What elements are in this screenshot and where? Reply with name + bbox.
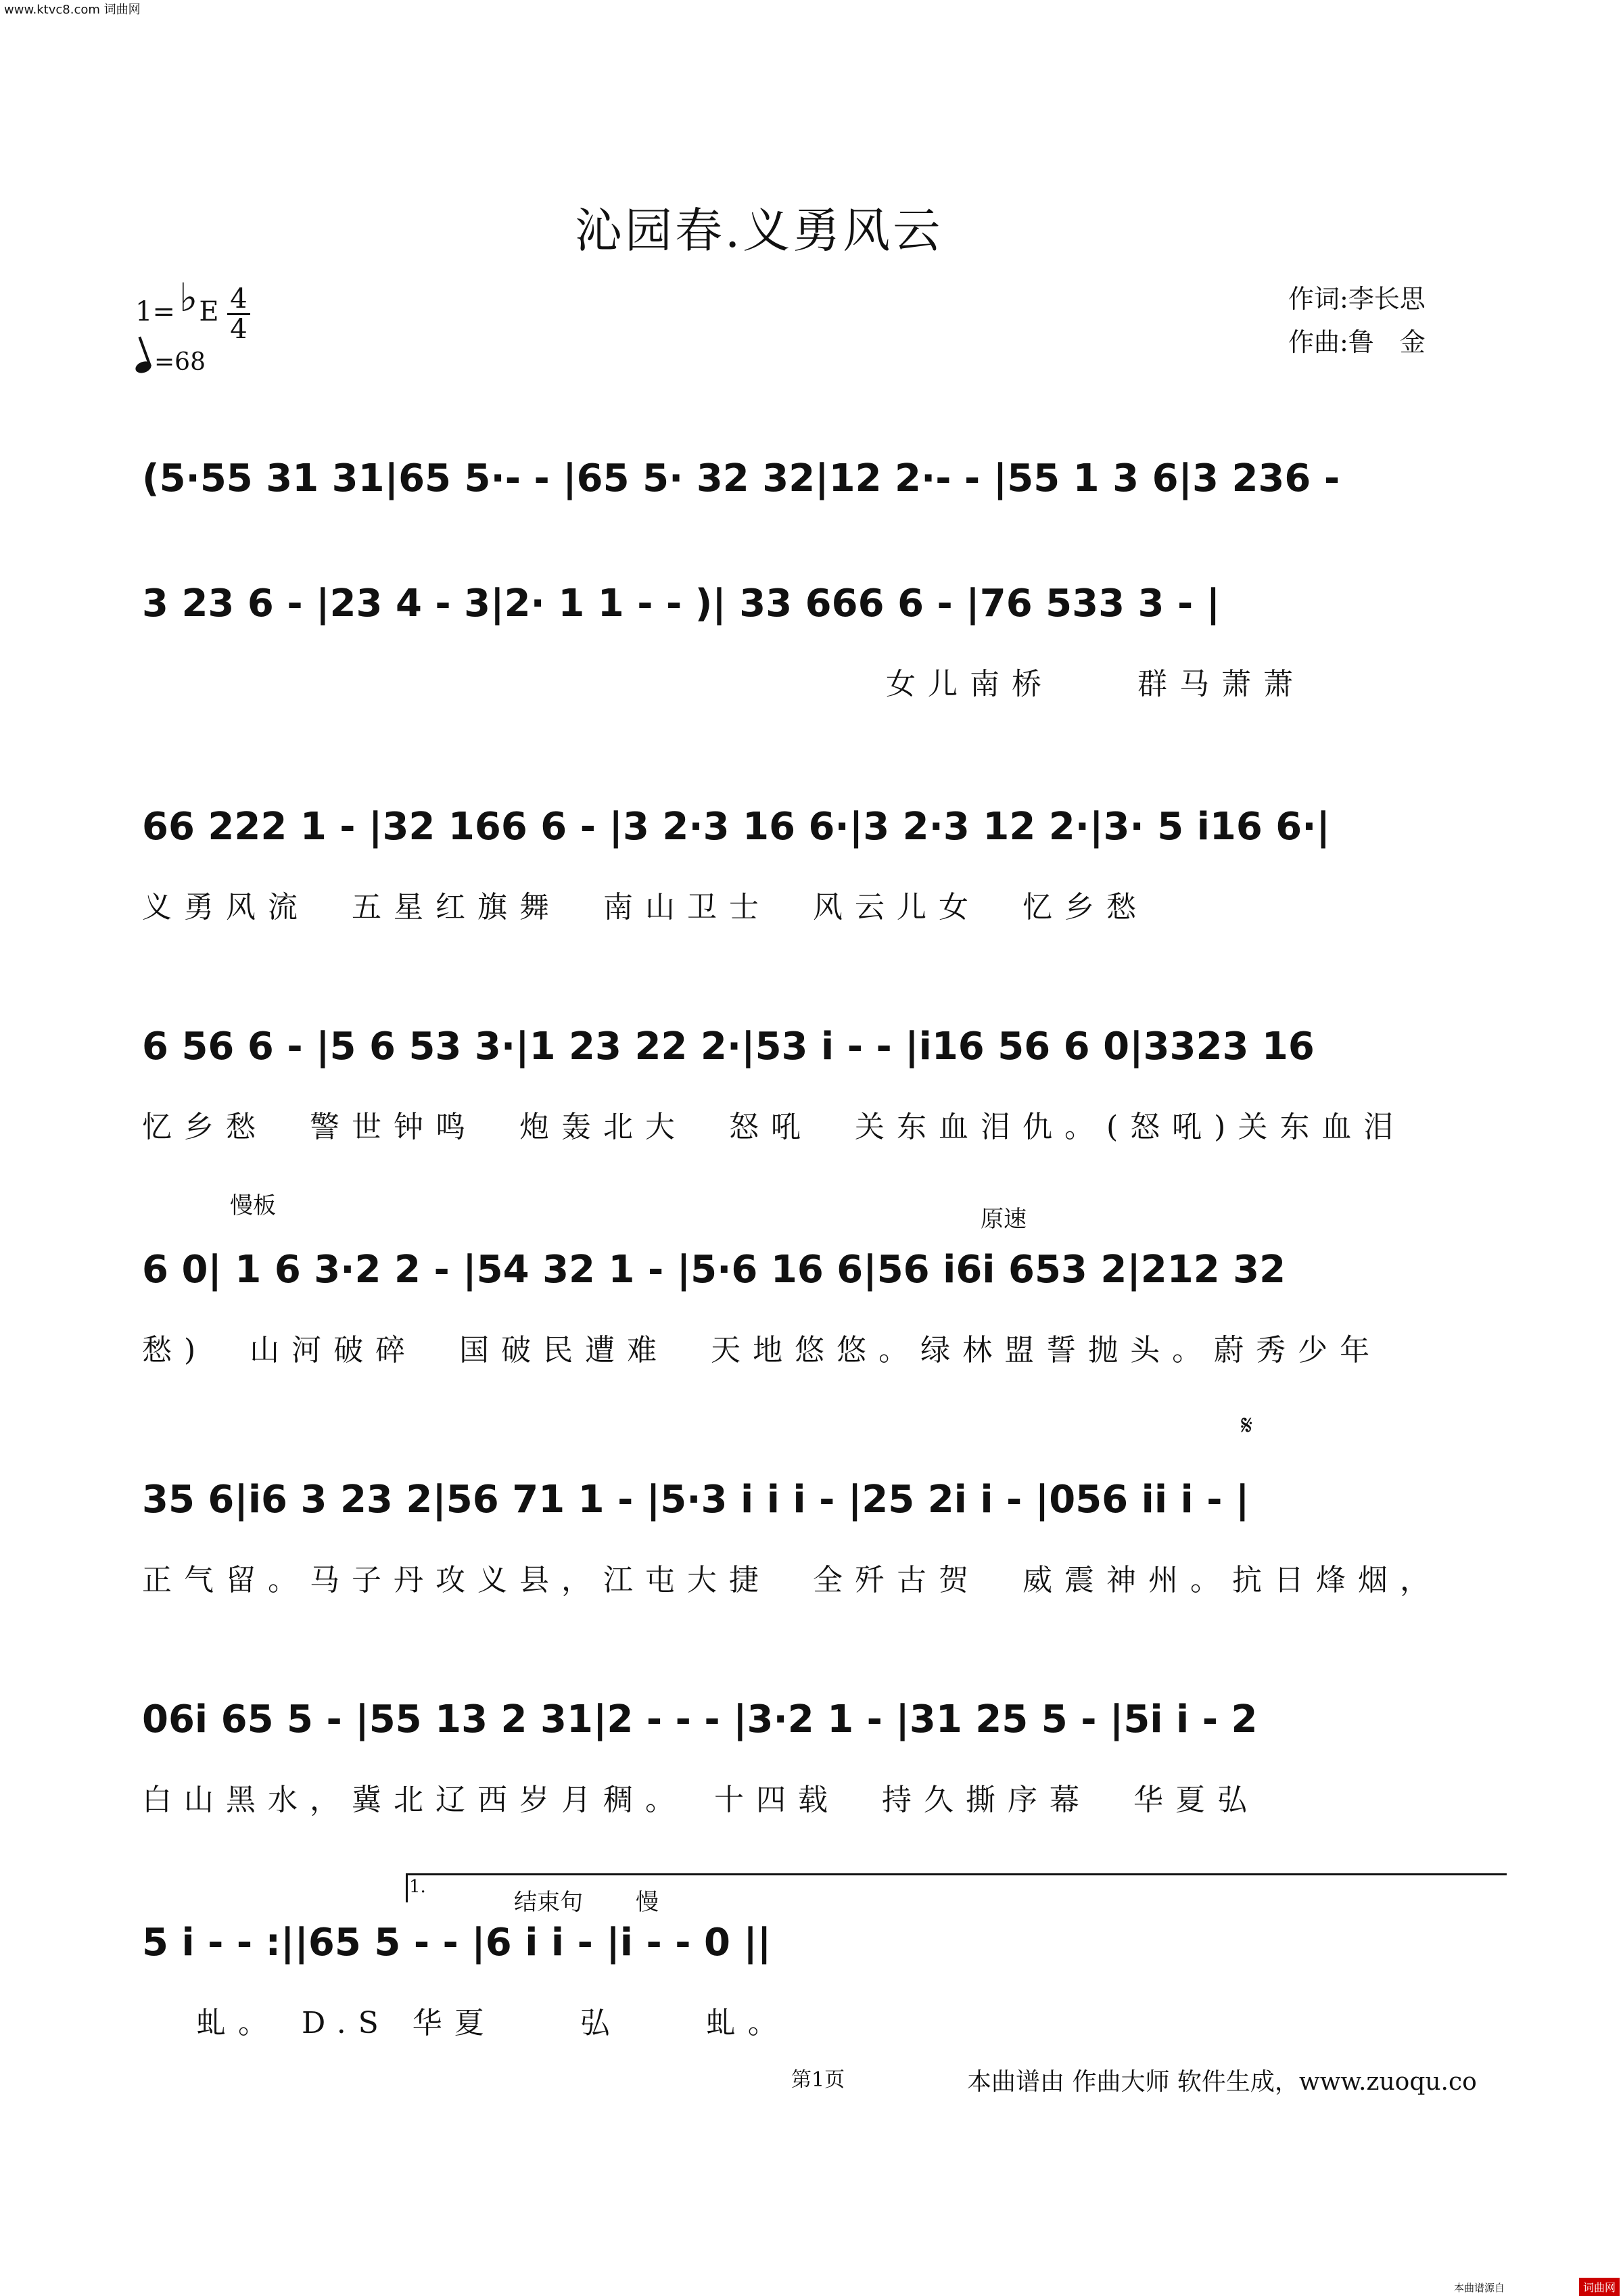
score-row-8 xyxy=(142,1904,1515,2039)
notation: (5·55 31 31|65 5·- - |65 5· 32 32|12 2·- - |55 1 3 6|3 236 - xyxy=(142,456,1340,500)
quarter-note-icon xyxy=(134,359,153,375)
volta-label: 1. xyxy=(409,1877,426,1897)
score-row-2 xyxy=(142,565,1515,700)
score-row-5 xyxy=(142,1231,1515,1366)
ending-phrase-mark: 结束句 xyxy=(514,1889,583,1916)
notation: 35 6|i6 3 23 2|56 71 1 - |5·3 i i i - |25 2i i - |056 ii i - | xyxy=(142,1478,1250,1522)
lyric-line: 愁) 山河破碎 国破民遭难 天地悠悠。绿林盟誓抛头。蔚秀少年 xyxy=(142,1333,1382,1367)
score-row-6 xyxy=(142,1461,1515,1596)
lyric-line: 女儿南桥 群马萧萧 xyxy=(886,667,1305,701)
slow-mark: 慢 xyxy=(636,1889,659,1916)
notation: 6 56 6 - |5 6 53 3·|1 23 22 2·|53 i - - |i16 56 6 0|3323 16 xyxy=(142,1025,1315,1069)
key-signature xyxy=(135,275,250,345)
notation: 66 222 1 - |32 166 6 - |3 2·3 16 6·|3 2·3 12 2·|3· 5 i16 6·| xyxy=(142,805,1330,849)
tempo-mark xyxy=(135,348,206,376)
key-prefix: 1= xyxy=(135,296,175,327)
score-row-3 xyxy=(142,788,1515,923)
tempo-slow-mark: 慢板 xyxy=(230,1192,276,1219)
lyric-line: 白山黑水，冀北辽西岁月稠。 十四载 持久撕序幕 华夏弘 xyxy=(142,1783,1259,1817)
notation: 6 0| 1 6 3·2 2 - |54 32 1 - |5·6 16 6|56 i6i 653 2|212 32 xyxy=(142,1248,1286,1292)
flat-sign: ♭ xyxy=(179,275,198,321)
score-row-1 xyxy=(142,440,1515,575)
notation: 06i 65 5 - |55 13 2 31|2 - - - |3·2 1 - |31 25 5 - |5i i - 2 xyxy=(142,1697,1258,1741)
credits xyxy=(1288,277,1426,364)
key-letter: E xyxy=(199,296,219,327)
page-number: 第1页 xyxy=(791,2068,845,2092)
source-label: 本曲谱源自 xyxy=(1454,2282,1505,2294)
lyricist: 作词:李长思 xyxy=(1288,284,1426,314)
tempo-value: =68 xyxy=(154,348,206,376)
time-top: 4 xyxy=(227,285,250,315)
lyric-line: 忆乡愁 警世钟鸣 炮轰北大 怒吼 关东血泪仇。(怒吼)关东血泪 xyxy=(142,1110,1406,1144)
site-logo: 词曲网 xyxy=(1579,2278,1620,2296)
lyric-line: 义勇风流 五星红旗舞 南山卫士 风云儿女 忆乡愁 xyxy=(142,890,1148,924)
lyric-line: 虬。 D.S 华夏 弘 虬。 xyxy=(196,2006,790,2040)
composer: 作曲:鲁 金 xyxy=(1288,327,1426,357)
notation: 5 i - - :||65 5 - - |6 i i - |i - - 0 || xyxy=(142,1921,772,1965)
segno-icon: 𝄋 xyxy=(1241,1410,1253,1441)
score-row-7 xyxy=(142,1681,1515,1816)
footer-credit: 本曲谱由 作曲大师 软件生成，www.zuoqu.co xyxy=(967,2068,1477,2096)
lyric-line: 正气留。马子丹攻义县，江屯大捷 全歼古贺 威震神州。抗日烽烟， xyxy=(142,1563,1442,1597)
score-row-4 xyxy=(142,1008,1515,1143)
notation: 3 23 6 - |23 4 - 3|2· 1 1 - - )| 33 666 6 - |76 533 3 - | xyxy=(142,582,1221,626)
score-title: 沁园春.义勇风云 xyxy=(575,203,943,258)
site-watermark: www.ktvc8.com 词曲网 xyxy=(4,3,141,17)
tempo-original-mark: 原速 xyxy=(981,1206,1027,1233)
time-signature xyxy=(227,285,250,344)
time-bottom: 4 xyxy=(230,313,248,345)
